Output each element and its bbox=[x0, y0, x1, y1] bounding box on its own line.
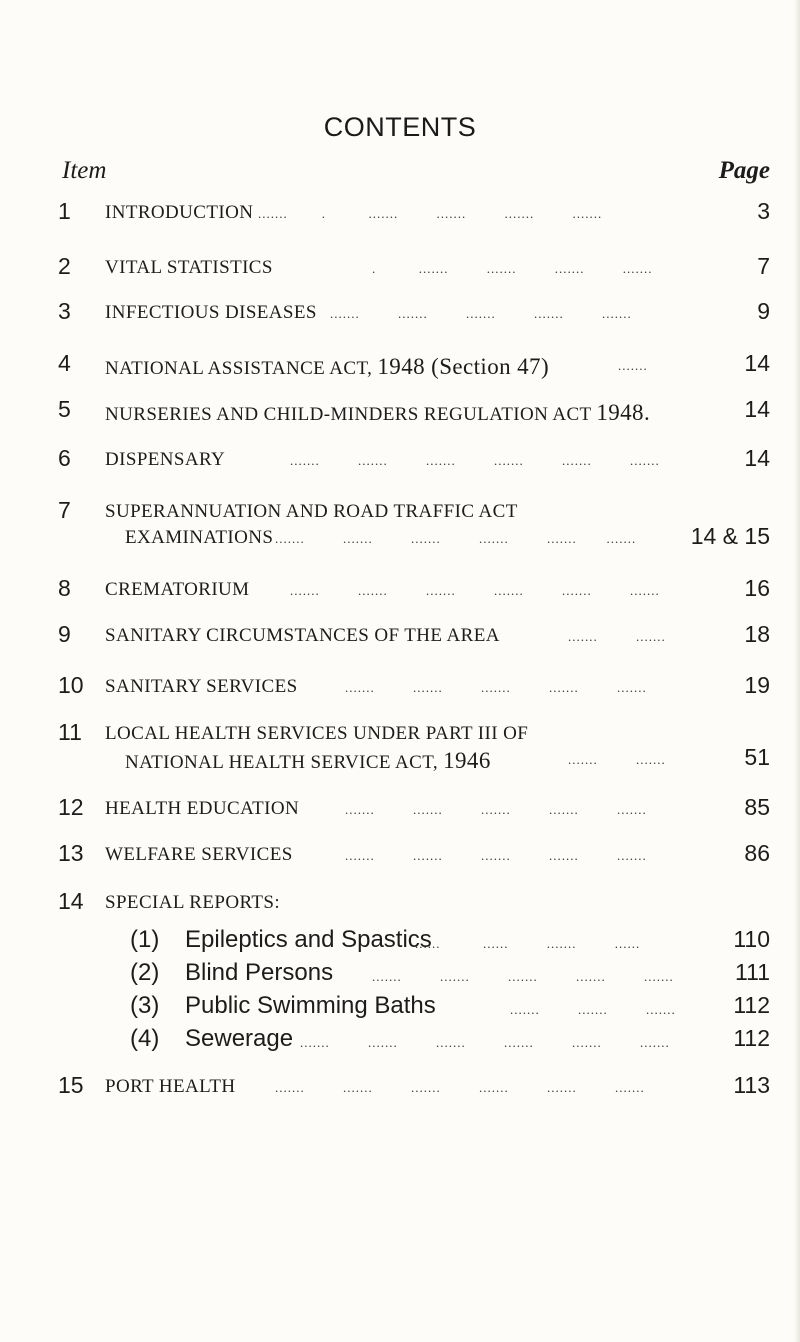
item-column-header: Item bbox=[62, 157, 107, 184]
entry-title: SANITARY CIRCUMSTANCES OF THE AREA bbox=[105, 625, 500, 646]
entry-number: 8 bbox=[58, 575, 71, 601]
entry-number: 3 bbox=[58, 298, 71, 324]
sub-entry-number: (1) bbox=[130, 926, 160, 953]
entry-number: 2 bbox=[58, 253, 71, 279]
entry-page: 51 bbox=[744, 744, 770, 770]
entry-title: INTRODUCTION bbox=[105, 202, 254, 223]
entry-number: 6 bbox=[58, 445, 71, 471]
entry-number: 7 bbox=[58, 497, 71, 523]
sub-entry-title: Public Swimming Baths bbox=[185, 992, 436, 1019]
entry-title: VITAL STATISTICS bbox=[105, 257, 273, 278]
sub-entry-page: 112 bbox=[733, 992, 770, 1018]
entry-number: 12 bbox=[58, 794, 84, 820]
page-title: CONTENTS bbox=[323, 112, 477, 142]
entry-page: 14 bbox=[744, 445, 770, 471]
entry-number: 15 bbox=[58, 1072, 84, 1098]
entry-number: 11 bbox=[58, 719, 82, 745]
sub-entry-page: 110 bbox=[733, 926, 770, 952]
entry-title: PORT HEALTH bbox=[105, 1076, 236, 1097]
entry-page: 16 bbox=[744, 575, 770, 601]
entry-title: NATIONAL ASSISTANCE ACT, bbox=[105, 358, 373, 379]
entry-number: 14 bbox=[58, 888, 84, 914]
entry-title-tail: 1948 (Section 47) bbox=[377, 354, 549, 379]
entry-title: CREMATORIUM bbox=[105, 579, 250, 600]
entry-page: 7 bbox=[757, 253, 770, 279]
entry-title: INFECTIOUS DISEASES bbox=[105, 302, 317, 323]
page-edge-shadow bbox=[794, 0, 800, 1342]
entry-number: 1 bbox=[58, 198, 71, 224]
contents-page: CONTENTS Item Page 1 INTRODUCTION ....... . ....... ....... ....... ....... 3 2 VITAL STATISTICS . ....... ....... ....... ....... 7 3 INFECTIOUS DISEASES ....... ....... ....... ....... ....... 9 4 NATIONAL ASSISTANCE ACT, 1948 (Section 47) ....... 14 5 NURSERIES AND CHILD-MINDERS REGULATION ACT 1948. 14 6 DISPENSARY ....... ....... ....... ....... ....... ....... 14 7 SUPERANNUATION AND ROAD TRAFFIC ACT EXAMINATIONS ....... ....... ....... ....... ....... ....... 14 & 15 8 CREMATORIUM ....... ....... ....... ....... ....... ....... 16 9 SANITARY CIRCUMSTANCES OF THE AREA ....... ....... 18 10 SANITARY SERVICES ....... ....... ....... ....... ....... 19 11 LOCAL HEALTH SERVICES UNDER PART III OF NATIONAL HEALTH SERVICE ACT, 1946 ....... ....... 51 12 HEALTH EDUCATION ....... ....... ....... ....... ....... 85 13 WELFARE SERVICES ....... ....... ....... ....... ....... 86 14 SPECIAL REPORTS: (1) Epileptics and Spastics ...... ...... ....... ...... 110 (2) Blind Persons ....... ....... ....... ....... ....... 111 (3) Public Swimming Baths ....... ....... ....... 112 (4) Sewerage ....... ....... ....... ....... ....... ....... 112 15 PORT HEALTH ....... ....... ....... ....... ....... ....... 113 bbox=[0, 0, 800, 1342]
sub-entry-title: Blind Persons bbox=[185, 959, 334, 986]
entry-title-tail: 1946 bbox=[443, 748, 491, 773]
entry-page: 85 bbox=[744, 794, 770, 820]
entry-title: LOCAL HEALTH SERVICES UNDER PART III OF bbox=[105, 723, 529, 744]
entry-page: 3 bbox=[757, 198, 770, 224]
entry-page: 14 bbox=[744, 350, 770, 376]
sub-entry-number: (2) bbox=[130, 959, 160, 986]
entry-title: SPECIAL REPORTS: bbox=[105, 892, 281, 913]
sub-entry-title: Epileptics and Spastics bbox=[185, 926, 432, 953]
sub-entry-number: (4) bbox=[130, 1025, 160, 1052]
entry-page: 86 bbox=[744, 840, 770, 866]
entry-title-line2: NATIONAL HEALTH SERVICE ACT, bbox=[125, 752, 438, 773]
entry-page: 113 bbox=[733, 1072, 770, 1098]
entry-title: NURSERIES AND CHILD-MINDERS REGULATION ACT bbox=[105, 404, 592, 425]
entry-page: 14 & 15 bbox=[690, 523, 770, 549]
page-column-header: Page bbox=[718, 157, 770, 184]
sub-entry-page: 112 bbox=[733, 1025, 770, 1051]
entry-title: WELFARE SERVICES bbox=[105, 844, 293, 865]
entry-title: SANITARY SERVICES bbox=[105, 676, 298, 697]
entry-page: 14 bbox=[744, 396, 770, 422]
entry-number: 9 bbox=[58, 621, 71, 647]
entry-title: DISPENSARY bbox=[105, 449, 226, 470]
entry-number: 4 bbox=[58, 350, 71, 376]
entry-title: HEALTH EDUCATION bbox=[105, 798, 300, 819]
entry-title: SUPERANNUATION AND ROAD TRAFFIC ACT bbox=[105, 501, 518, 522]
entry-page: 9 bbox=[757, 298, 770, 324]
sub-entry-page: 111 bbox=[735, 959, 770, 985]
entry-number: 10 bbox=[58, 672, 84, 698]
entry-page: 19 bbox=[744, 672, 770, 698]
sub-entry-number: (3) bbox=[130, 992, 160, 1019]
entry-number: 13 bbox=[58, 840, 84, 866]
entry-title-tail: 1948. bbox=[596, 400, 651, 425]
entry-title-line2: EXAMINATIONS bbox=[125, 527, 274, 548]
entry-page: 18 bbox=[744, 621, 770, 647]
sub-entry-title: Sewerage bbox=[185, 1025, 294, 1052]
entry-number: 5 bbox=[58, 396, 71, 422]
